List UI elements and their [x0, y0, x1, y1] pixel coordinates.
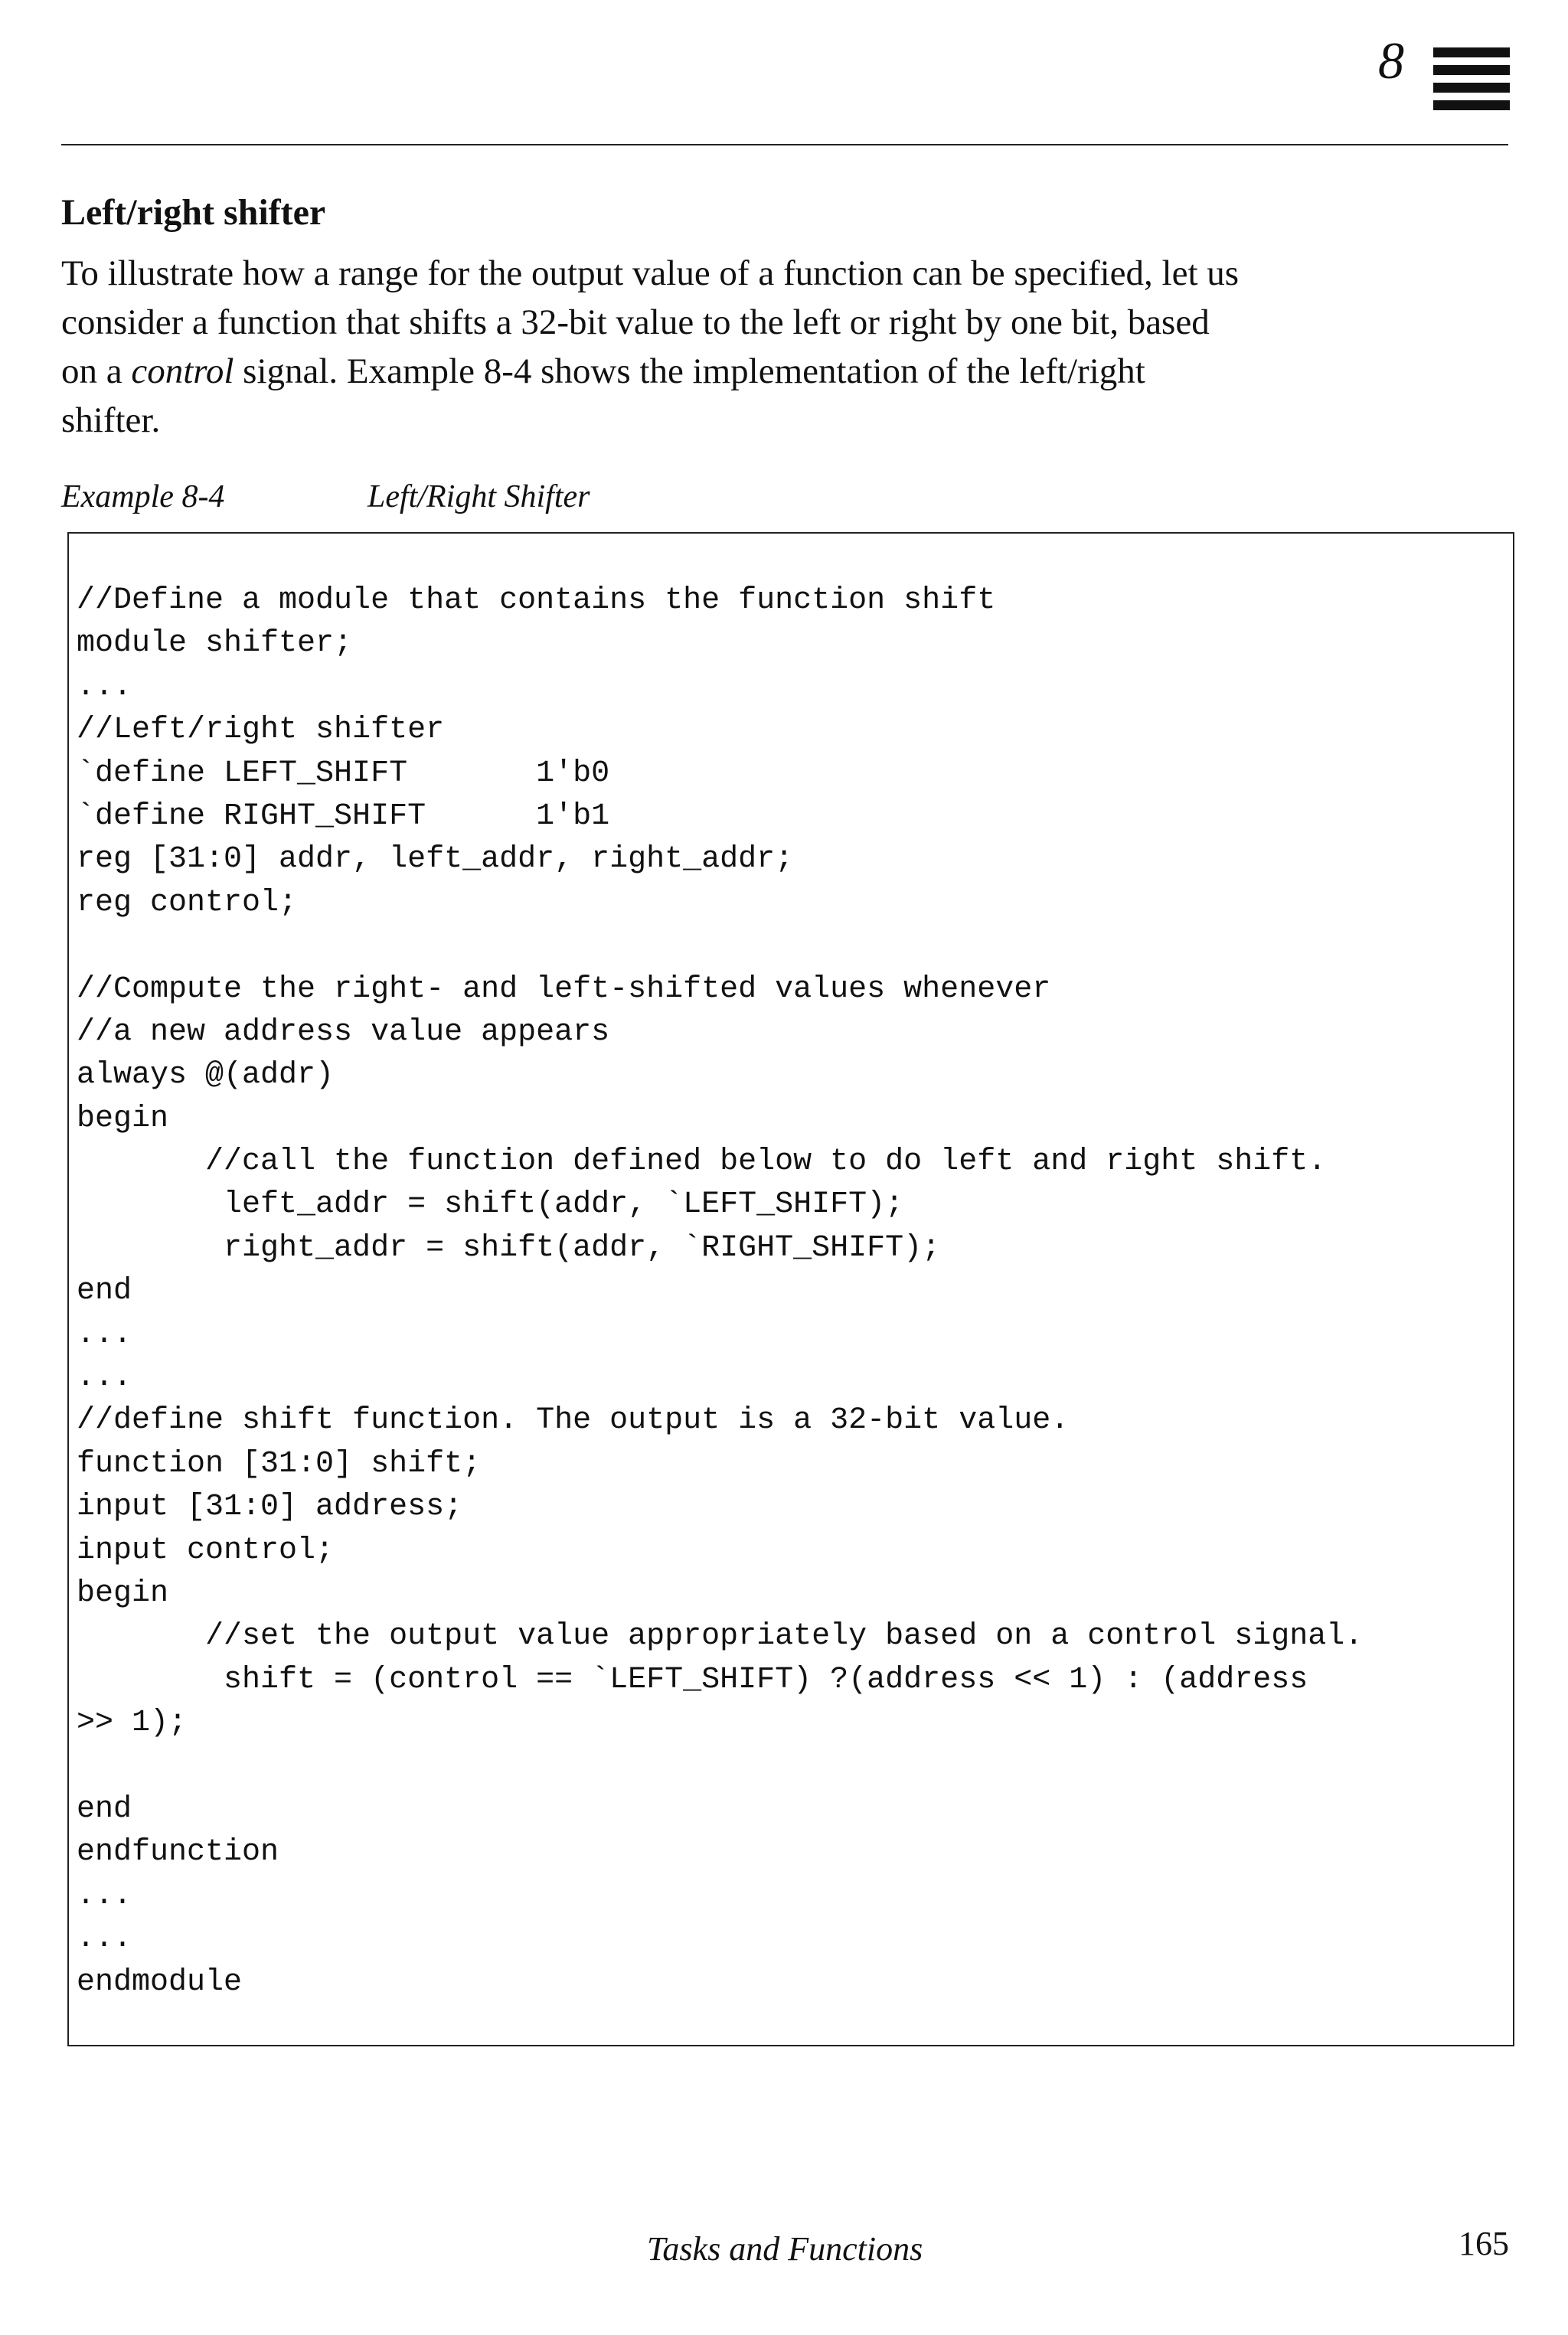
code-line	[77, 1746, 1363, 1788]
code-line: begin	[77, 1101, 169, 1136]
code-line: end	[77, 1274, 132, 1309]
intro-paragraph	[61, 249, 1516, 445]
code-line: ...	[77, 1878, 132, 1913]
code-listing	[77, 580, 1363, 2004]
code-line: input control;	[77, 1533, 335, 1568]
intro-line	[61, 347, 1516, 396]
code-line: left_addr = shift(addr, `LEFT_SHIFT);	[77, 1187, 904, 1223]
code-line: right_addr = shift(addr, `RIGHT_SHIFT);	[77, 1230, 941, 1265]
code-line: //Define a module that contains the function shift	[77, 583, 996, 618]
code-line: ...	[77, 669, 132, 704]
code-line: reg [31:0] addr, left_addr, right_addr;	[77, 842, 794, 877]
example-title: Left/Right Shifter	[368, 479, 590, 514]
code-line: endfunction	[77, 1835, 279, 1870]
page-number: 165	[1459, 2225, 1509, 2262]
code-line: ...	[77, 1317, 132, 1352]
control-term: control	[131, 351, 234, 391]
chapter-bars-icon	[1433, 47, 1510, 118]
code-line: `define RIGHT_SHIFT 1'b1	[77, 798, 610, 834]
code-line: //call the function defined below to do left and right shift.	[77, 1145, 1327, 1180]
code-line: ...	[77, 1922, 132, 1957]
code-listing-box	[67, 532, 1514, 2046]
intro-line	[61, 298, 1516, 347]
intro-line-start: consider a function that shifts a 32-bit value to the left or right by one bit, based	[61, 302, 1210, 342]
code-line: //Compute the right- and left-shifted values whenever	[77, 972, 1051, 1007]
code-line: //set the output value appropriately based on a control signal.	[77, 1619, 1364, 1654]
code-line: function [31:0] shift;	[77, 1446, 482, 1481]
code-line: begin	[77, 1576, 169, 1611]
code-line: //a new address value appears	[77, 1014, 610, 1050]
code-line: //define shift function. The output is a 32-bit value.	[77, 1403, 1070, 1439]
code-line	[77, 925, 1363, 968]
intro-line-text: on a	[61, 351, 132, 391]
intro-line-text: signal. Example 8-4 shows the implementation of the left/right	[234, 351, 1145, 391]
code-line: >> 1);	[77, 1706, 188, 1741]
code-line: `define LEFT_SHIFT 1'b0	[77, 756, 610, 791]
intro-line: To illustrate how a range for the output value of a function can be specified, let us	[61, 253, 1240, 293]
code-line: input [31:0] address;	[77, 1490, 463, 1525]
chapter-number: 8	[1378, 31, 1404, 90]
footer-title: Tasks and Functions	[647, 2230, 923, 2268]
code-line: end	[77, 1791, 132, 1827]
example-number: Example 8-4	[61, 479, 225, 514]
code-line: shift = (control == `LEFT_SHIFT) ?(address << 1) : (address	[77, 1662, 1308, 1697]
code-line: ...	[77, 1360, 132, 1396]
code-line: endmodule	[77, 1964, 243, 2000]
code-line: reg control;	[77, 885, 298, 920]
intro-line: shifter.	[61, 400, 161, 440]
code-line: //Left/right shifter	[77, 713, 445, 748]
header-rule	[61, 144, 1508, 145]
section-title: Left/right shifter	[61, 192, 326, 233]
code-line: module shifter;	[77, 626, 353, 661]
code-line: always @(addr)	[77, 1058, 335, 1093]
